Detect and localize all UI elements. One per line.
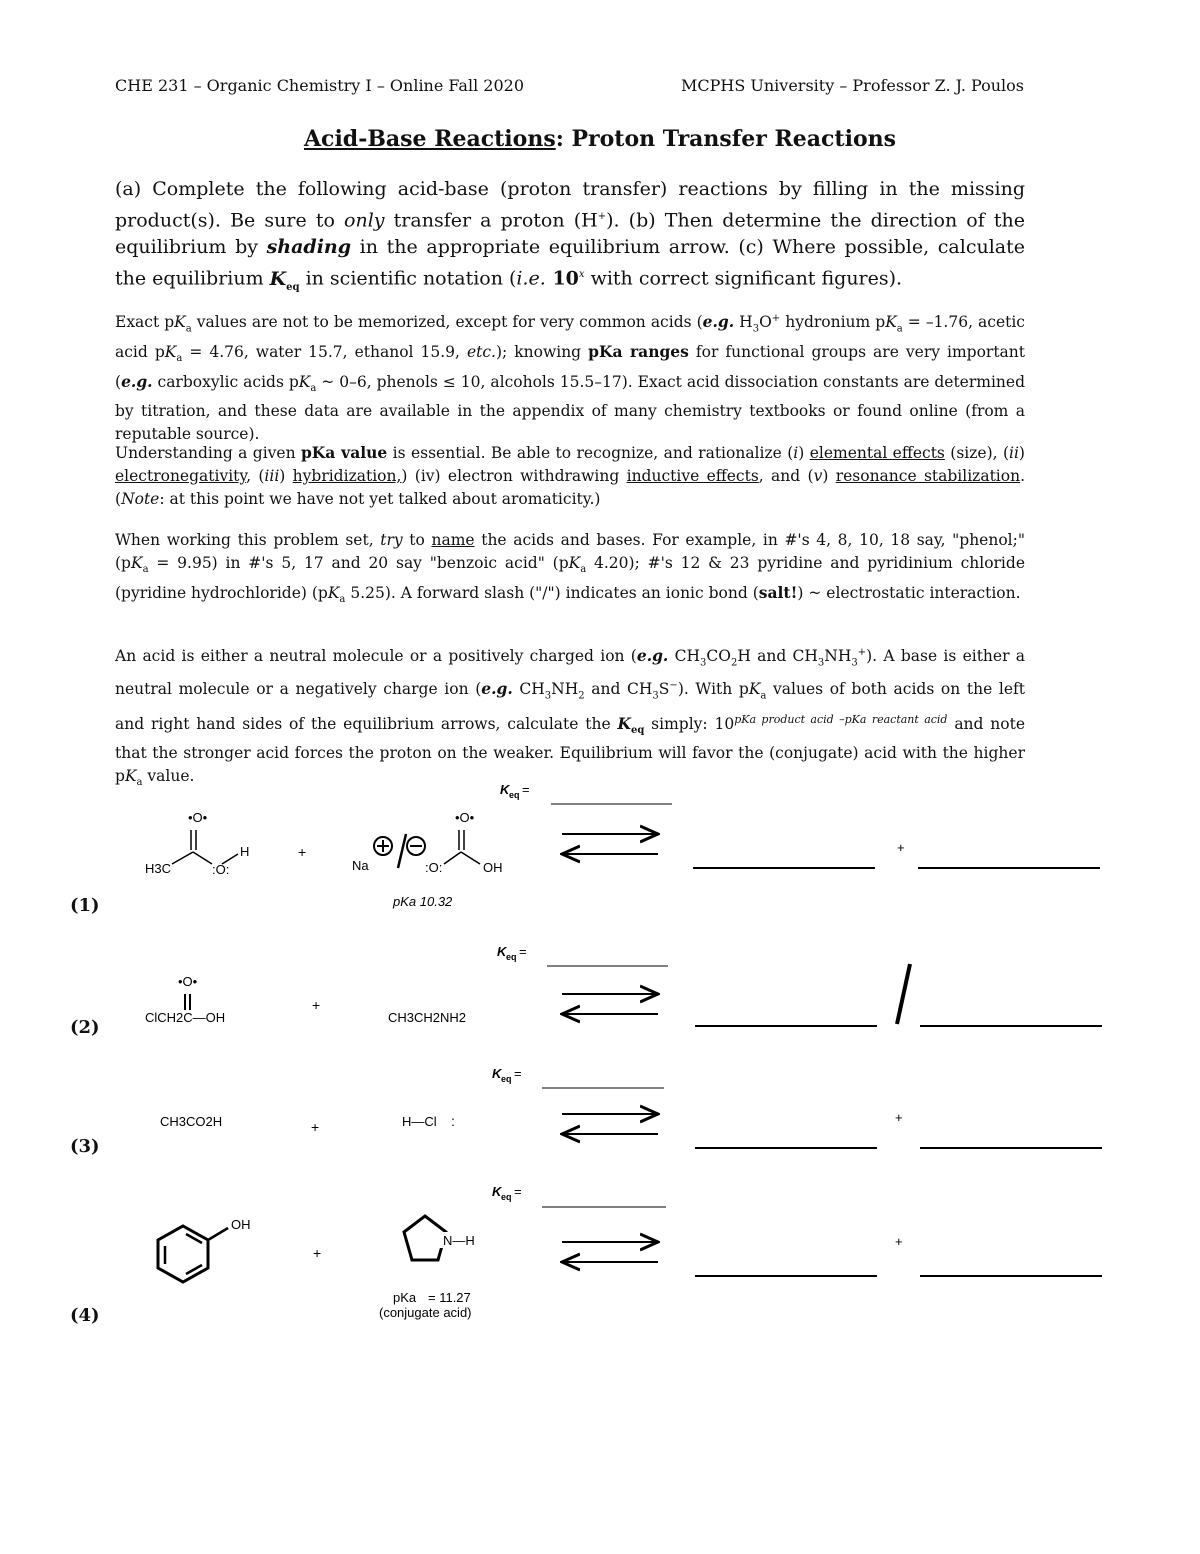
hydrogen-label: H	[240, 844, 250, 859]
pka-value: = 11.27	[428, 1290, 471, 1305]
svg-text:+: +	[313, 1245, 322, 1261]
svg-text:•O•: •O•	[455, 810, 475, 825]
svg-text:+: +	[895, 1110, 903, 1125]
title-sub: Proton Transfer Reactions	[571, 126, 897, 152]
naming-paragraph: When working this problem set, try to name the acids and bases. For example, in #'s 4, 8, 10, 18 say, "phenol;" $(pK_a = 9.95)$ in #'s 5, 17 and 20 say "benzoic acid" ($pK_a$ 4.20); #'s 12 & 23 pyridine and pyridinium chloride (pyridine hydrochloride) ($pK_a$ 5.25). A forward slash ("/") indicates an ionic bond (salt!) ~ electrostatic interaction.	[115, 531, 1025, 606]
svg-text:+: +	[895, 1234, 903, 1249]
pyrrolidine-ring	[404, 1216, 446, 1260]
phenol-hydroxyl: OH	[231, 1217, 251, 1232]
pka-note: (conjugate acid)	[379, 1305, 472, 1320]
ethylamine: CH3CH2NH2	[388, 1010, 467, 1025]
svg-text::O:: :O:	[425, 860, 443, 875]
reaction-4	[158, 1184, 1102, 1320]
title-main: Acid-Base Reactions	[303, 126, 556, 152]
pka-label: pKa 10.32	[393, 894, 453, 909]
university-header: MCPHS University – Professor Z. J. Poulos	[680, 76, 1024, 95]
svg-text:K: K	[497, 944, 507, 959]
sodium-label: Na	[352, 858, 369, 873]
chloroacetic-acid: ClCH2C—OH	[145, 1010, 226, 1025]
page-title: Acid-Base Reactions: Proton Transfer Reactions	[303, 126, 897, 152]
svg-text:=: =	[522, 782, 530, 797]
keq-sub: eq	[509, 790, 520, 800]
svg-text::: :	[451, 1113, 455, 1129]
plus-sign: +	[298, 844, 307, 860]
effects-paragraph: Understanding a given pKa value is essential. Be able to recognize, and rationalize (i) elemental effects (size), (ii) electronegativity, (iii) hybridization,) (iv) electron withdrawing inductive effects, and (v) resonance stabilization. (Note: at this point we have not yet talked about aromaticity.)	[115, 443, 1026, 508]
pka-paragraph: Exact $pK_a$ values are not to be memorized, except for very common acids (e.g. $H_3O^+$ hydronium $pK_a = -1.76$, acetic acid $pK_a = 4.76$, water 15.7, ethanol 15.9, etc.); knowing pKa ranges for functional groups are very important (e.g. carboxylic acids $pK_a$ ~ 0–6, phenols ≤ 10, alcohols 15.5–17). Exact acid dissociation constants are determined by titration, and these data are available in the appendix of many chemistry textbooks or found online (from a reputable source).	[115, 312, 1026, 444]
methyl-label: H3C	[145, 861, 172, 876]
svg-text:K: K	[492, 1066, 502, 1081]
problem-number: (3)	[70, 1136, 100, 1157]
svg-text:=: =	[514, 1184, 522, 1199]
svg-text:+: +	[897, 840, 905, 855]
svg-text:eq: eq	[506, 952, 517, 962]
problem-number: (1)	[70, 895, 100, 916]
ionic-bond-slash	[897, 964, 910, 1024]
svg-text:=: =	[514, 1066, 522, 1081]
course-header: CHE 231 – Organic Chemistry I – Online Fall 2020	[115, 76, 525, 95]
hydroxyl-label: OH	[483, 860, 503, 875]
svg-text:K: K	[492, 1184, 502, 1199]
svg-text:=: =	[519, 944, 527, 959]
pyrrolidine-nh: N—H	[443, 1233, 475, 1248]
reaction-2	[0, 770, 1102, 1026]
svg-text:•O•: •O•	[188, 810, 208, 825]
keq-label: K	[500, 782, 510, 797]
instructions: (a) Complete the following acid-base (proton transfer) reactions by filling in the missing product(s). Be sure to only transfer a proton (H+). (b) Then determine the direction of the equilibrium by shading in the appropriate equilibrium arrow. (c) Where possible, calculate the equilibrium $K_{eq}$ in scientific notation (i.e. 10$^x$ with correct significant figures).	[115, 178, 1025, 293]
svg-text:+: +	[311, 1119, 320, 1135]
problem-number: (4)	[70, 1305, 100, 1326]
svg-text::O:: :O:	[212, 862, 230, 877]
reaction-1	[145, 782, 1100, 909]
svg-text:+: +	[312, 997, 321, 1013]
svg-text:eq: eq	[501, 1192, 512, 1202]
pka-label: pKa	[393, 1290, 417, 1305]
problem-number: (2)	[70, 1017, 100, 1038]
svg-text:eq: eq	[501, 1074, 512, 1084]
reactions-figure	[0, 770, 1200, 1370]
acetic-acid: CH3CO2H	[160, 1114, 223, 1129]
svg-text:•O•: •O•	[178, 974, 198, 989]
acid-base-paragraph: An acid is either a neutral molecule or a positively charged ion (e.g. $CH_3CO_2H$ and $CH_3NH_3^+$). A base is either a neutral molecule or a negatively charge ion (e.g. $CH_3NH_2$ and $CH_3S^-$). With $pK_a$ values of both acids on the left and right hand sides of the equilibrium arrows, calculate the $K_{eq}$ simply: $10^{pKa product acid -pKa reactant acid}$ and note that the stronger acid forces the proton on the weaker. Equilibrium will favor the (conjugate) acid with the higher $pK_a$ value.	[115, 646, 1026, 788]
reaction-3	[160, 1066, 1102, 1148]
hydrogen-chloride: H—Cl	[402, 1114, 437, 1129]
